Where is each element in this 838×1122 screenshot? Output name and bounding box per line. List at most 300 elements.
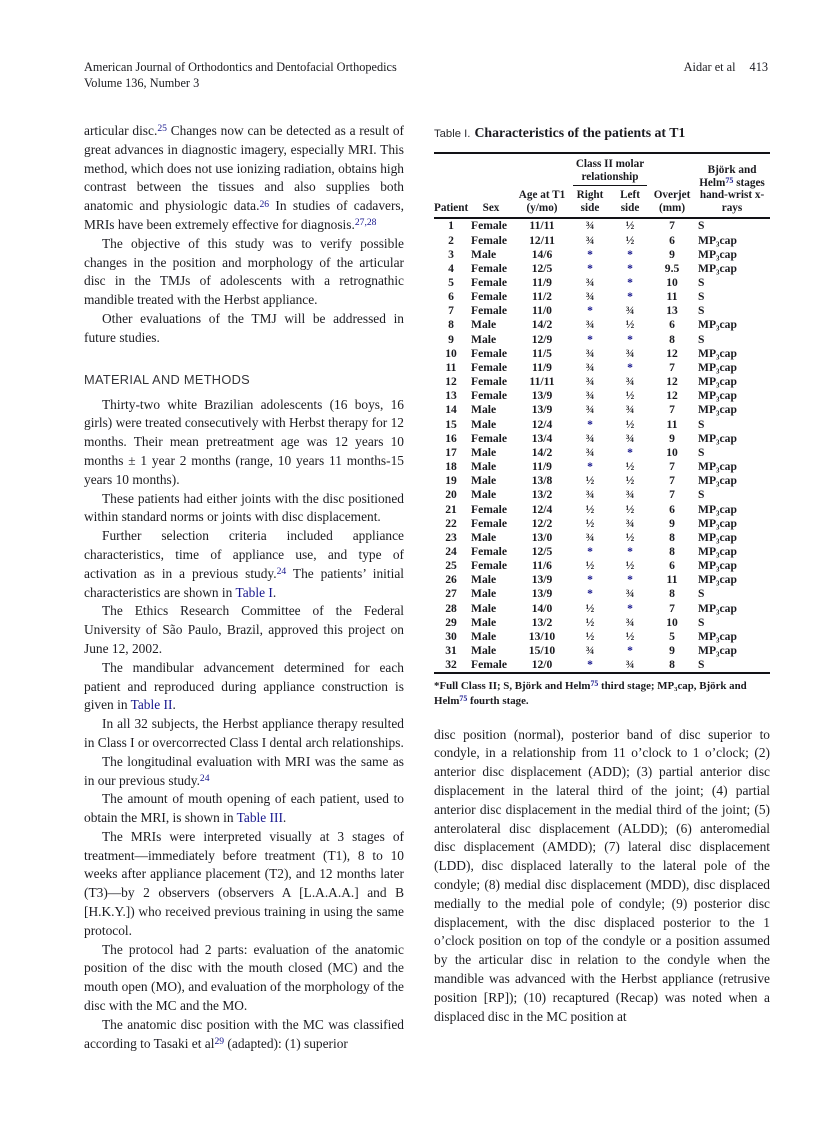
table-cell: ¾ (585, 375, 595, 389)
text-segment: Changes now can be detected as a result of great advances in diagnostic imagery, especially MRI. This method, which does not use ionizing radiation, obtains high contrast between the tissues and also supplies both anatomic and physiologic data. (84, 123, 404, 214)
table-cell: Female (471, 431, 508, 445)
table-cell: ¾ (625, 375, 635, 389)
table-cell: Male (471, 417, 497, 431)
text-segment: In all 32 subjects, the Herbst appliance therapy resulted in Class I or overcorrected Class I dental arch relationships. (84, 716, 404, 750)
table-cell: S (698, 219, 705, 233)
table-cell: 3 (448, 247, 454, 261)
table-row (434, 234, 770, 248)
text-segment: fourth stage. (467, 694, 529, 707)
table-cell: ¾ (585, 276, 595, 289)
table-cell: 10 (666, 276, 678, 289)
paragraph (84, 396, 404, 490)
table-cell: MP₃cap (698, 559, 737, 573)
table-row (434, 304, 770, 318)
table-cell: 11 (445, 360, 457, 374)
table-cell: Female (471, 304, 508, 318)
table-cell: 7 (669, 219, 675, 233)
reference-link[interactable]: 75 (590, 679, 599, 689)
page-header (84, 60, 768, 91)
table-cell: 26 (445, 573, 457, 587)
table-cell: S (698, 417, 705, 431)
table-caption (434, 124, 770, 142)
text-segment: . (172, 697, 176, 713)
table-row (434, 587, 770, 601)
table-cell: 6 (669, 318, 675, 332)
table-cell: ¾ (625, 615, 635, 629)
full-class2-asterisk: * (627, 276, 633, 289)
text-segment: disc position (normal), posterior band of disc superior to condyle, in a relationship from 11 o’clock to 1 o’clock; (2) anterior disc displacement (ADD); (3) partial anterior disc displacement in the lateral third of the joint; (4) partial anterior disc displacement in the medial third of the joint; (5) anterolateral disc displacement (ALDD); (6) anteromedial disc displacement (AMDD); (7) lateral disc displacement (LDD), disc displaced laterally to the lateral pole of the condyle; (8) medial disc displacement (MDD), disc displaced medially to the medial pole of condyle; (9) posterior disc displacement, with the disc displaced posterior to the 1 o’clock position on top of the condyle or a position assumed by the articular disc in relation to the condyle when the mandible was advanced with the Herbst appliance (retrusive position [RP]); (10) recaptured (Recap) was noted when a displaced disc in the MC position at (434, 726, 770, 1024)
table-cell: ½ (625, 559, 635, 573)
text-segment: The anatomic disc position with the MC was classified according to Tasaki et al (84, 1016, 404, 1051)
table-cell: 27 (445, 587, 457, 601)
reference-link[interactable]: 75 (725, 175, 734, 185)
table-cell: ¾ (625, 346, 635, 360)
table-cell: 13 (666, 304, 678, 318)
patients-table (434, 152, 770, 674)
table-cell: 13 (445, 389, 457, 403)
table-row (434, 545, 770, 559)
table-cell: ½ (585, 601, 595, 615)
table-cell: 9 (448, 332, 454, 346)
table-cell: 10 (666, 445, 678, 459)
table-cell: 11/5 (532, 346, 552, 360)
table-cell: 7 (448, 304, 454, 318)
table-cell: ¾ (625, 304, 635, 318)
table-row (434, 318, 770, 332)
table-cell: ½ (625, 629, 635, 643)
table-cell: Female (471, 346, 508, 360)
table-cell: Male (471, 644, 497, 658)
paragraph (434, 726, 770, 1027)
table-cell: Male (471, 573, 497, 587)
table-cell: 8 (448, 318, 454, 332)
text-segment: In studies of cadavers, MRIs have been extremely effective for diagnosis. (84, 198, 404, 232)
table-cell: 11/9 (532, 276, 552, 289)
table-cell: 30 (445, 629, 457, 643)
table-cell: 7 (669, 488, 675, 502)
table-cell: 9 (669, 247, 675, 261)
table-cell: 11/9 (532, 360, 552, 374)
table-cell: Female (471, 559, 508, 573)
table-cell: 12/5 (531, 544, 553, 558)
table-cell: 11 (666, 417, 678, 431)
table-cell: Male (471, 601, 497, 615)
table-cell: ¾ (585, 530, 595, 544)
table-cell: ¾ (625, 516, 635, 530)
table-cell: 9 (669, 516, 675, 530)
table-cell: 14/2 (531, 318, 553, 332)
table-row (434, 517, 770, 531)
table-cell: ¾ (585, 233, 595, 247)
table-row (434, 573, 770, 587)
table-row (434, 375, 770, 389)
text-segment: third stage; MP₃cap, Björk and Helm (434, 680, 747, 707)
volume-info: Volume 136, Number 3 (84, 75, 200, 90)
table-cell: ¾ (585, 219, 595, 233)
table-cell: Male (471, 318, 497, 332)
table-cell: 14/2 (531, 445, 553, 459)
table-row (434, 218, 770, 233)
table-cell: 13/9 (531, 389, 553, 403)
table-cell: 11/11 (529, 219, 555, 233)
table-cell: MP₃cap (698, 502, 737, 516)
table-row (434, 248, 770, 262)
table-row (434, 503, 770, 517)
table-row (434, 474, 770, 488)
table-cell: MP₃cap (698, 247, 737, 261)
table-cell: ¾ (585, 389, 595, 403)
table-cell: 14/0 (531, 601, 553, 615)
text-segment: The longitudinal evaluation with MRI was the same as in our previous study. (84, 753, 404, 788)
table-cell: Female (471, 233, 508, 247)
table-row (434, 446, 770, 460)
table-cell: 11/6 (532, 559, 552, 573)
table-cell: S (698, 290, 705, 304)
table-cell: 14/6 (531, 247, 553, 261)
table-cell: 11/9 (532, 460, 552, 474)
reference-link[interactable]: Table II (130, 697, 173, 713)
table-cell: S (698, 276, 705, 289)
table-cell: 23 (445, 530, 457, 544)
table-cell: ¾ (585, 318, 595, 332)
reference-link[interactable]: 24 (276, 566, 287, 578)
section-heading: MATERIAL AND METHODS (84, 371, 250, 387)
class2-group-label: Class II molar relationship (573, 158, 647, 186)
table-cell: ¾ (585, 360, 595, 374)
table-cell: 13/9 (531, 587, 553, 601)
paragraph (84, 790, 404, 828)
table-cell: MP₃cap (698, 360, 737, 374)
table-cell: 9 (669, 644, 675, 658)
col-header-patient: Patient (434, 201, 469, 214)
table-cell: 13/2 (531, 488, 553, 502)
table-cell: Male (471, 474, 497, 488)
table-cell: 25 (445, 559, 457, 573)
table-footnote (434, 679, 770, 708)
table-cell: 20 (445, 488, 457, 502)
table-cell: 8 (669, 658, 675, 672)
table-cell: Female (471, 658, 508, 672)
table-cell: 10 (445, 346, 457, 360)
table-cell: MP₃cap (698, 375, 737, 389)
table-row (434, 602, 770, 616)
table-row (434, 276, 770, 290)
table-cell: 31 (445, 644, 457, 658)
table-header (434, 153, 770, 218)
table-cell: 22 (445, 516, 457, 530)
table-row (434, 559, 770, 573)
paragraph (84, 602, 404, 658)
table-cell: 13/0 (531, 530, 553, 544)
table-cell: 5 (448, 276, 454, 289)
table-cell: ¾ (585, 644, 595, 658)
paragraph (84, 941, 404, 1016)
text-segment: (adapted): (1) superior (224, 1035, 348, 1051)
reference-link[interactable]: Table III (236, 810, 283, 826)
journal-header (84, 60, 397, 91)
table-cell: ¾ (625, 431, 635, 445)
running-head (684, 60, 768, 91)
table-cell: ½ (625, 389, 635, 403)
table-cell: ½ (625, 233, 635, 247)
table-cell: S (698, 304, 705, 318)
table-cell: Female (471, 389, 508, 403)
table-cell: 8 (669, 332, 675, 346)
table-cell: 11/11 (529, 375, 555, 389)
col-header-sex: Sex (482, 201, 500, 214)
table-cell: Male (471, 629, 497, 643)
reference-link[interactable]: 25 (157, 123, 167, 135)
left-column (84, 122, 404, 1053)
table-cell: 4 (448, 261, 454, 275)
table-cell: MP₃cap (698, 346, 737, 360)
reference-link[interactable]: 26 (259, 198, 270, 210)
table-cell: S (698, 587, 705, 601)
text-segment: . (272, 584, 277, 600)
table-cell: ½ (625, 417, 635, 431)
table-cell: ½ (625, 474, 635, 488)
table-cell: 12/0 (531, 658, 553, 672)
table-cell: Male (471, 488, 497, 502)
right-column (434, 122, 770, 1026)
table-cell: MP₃cap (698, 318, 737, 332)
table-cell: MP₃cap (698, 233, 737, 247)
full-class2-asterisk: * (627, 360, 633, 374)
table-cell: 24 (445, 544, 457, 558)
paragraph (84, 490, 404, 528)
table-cell: 7 (669, 601, 675, 615)
table-cell: Male (471, 587, 497, 601)
table-cell: Male (471, 332, 497, 346)
table-cell: 18 (445, 460, 457, 474)
text-segment: Björk and Helm (699, 164, 757, 189)
table-cell: Female (471, 360, 508, 374)
table-cell: Male (471, 445, 497, 459)
paragraph (84, 753, 404, 791)
table-cell: 19 (445, 474, 457, 488)
table-row (434, 616, 770, 630)
reference-link[interactable]: 24 (199, 772, 210, 784)
col-header-stage (694, 153, 770, 218)
table-cell: 9.5 (664, 261, 680, 275)
text-segment: The amount of mouth opening of each patient, used to obtain the MRI, is shown in (84, 791, 404, 826)
table-cell: 12/9 (531, 332, 553, 346)
table-cell: MP₃cap (698, 601, 737, 615)
table-row (434, 361, 770, 375)
full-class2-asterisk: * (627, 332, 633, 346)
table-row (434, 460, 770, 474)
table-cell: ½ (585, 502, 595, 516)
table-cell: 15/10 (528, 644, 556, 658)
full-class2-asterisk: * (587, 304, 593, 318)
table-cell: 29 (445, 615, 457, 629)
text-segment: The objective of this study was to verify possible changes in the position and morphology of the articular disc in the TMJs of adolescents with a retrognathic mandible treated with the Herbst appliance. (84, 235, 404, 308)
table-cell: Female (471, 375, 508, 389)
full-class2-asterisk: * (627, 644, 633, 658)
author-running-head: Aidar et al (683, 60, 736, 74)
table-cell: MP₃cap (698, 629, 737, 643)
table-row (434, 347, 770, 361)
text-segment: The mandibular advancement determined for each patient and reproduced during appliance construction is given in (84, 659, 404, 713)
col-header-class2-group (570, 153, 650, 218)
table-cell: 13/10 (528, 629, 556, 643)
table-cell: Male (471, 530, 497, 544)
table-cell: ¾ (625, 658, 635, 672)
paragraph (84, 235, 404, 310)
reference-link[interactable]: Table I (235, 584, 273, 600)
table-cell: 12/2 (531, 516, 553, 530)
full-class2-asterisk: * (587, 247, 593, 261)
full-class2-asterisk: * (627, 544, 633, 558)
table-cell: 12 (666, 389, 678, 403)
table-cell: ¾ (585, 403, 595, 417)
table-cell: 7 (669, 474, 675, 488)
table-cell: MP₃cap (698, 403, 737, 417)
table-cell: 16 (445, 431, 457, 445)
table-cell: 12 (445, 375, 457, 389)
table-cell: ½ (585, 516, 595, 530)
table-row (434, 262, 770, 276)
table-cell: S (698, 332, 705, 346)
col-header-right-side: Right side (576, 189, 604, 214)
table-cell: 7 (669, 360, 675, 374)
table-cell: Female (471, 290, 508, 304)
table-cell: Female (471, 544, 508, 558)
table-cell: ½ (585, 559, 595, 573)
table-cell: 11 (666, 290, 678, 304)
table-cell: 21 (445, 502, 457, 516)
table-cell: ¾ (625, 488, 635, 502)
table-cell: 12 (666, 346, 678, 360)
full-class2-asterisk: * (587, 332, 593, 346)
col-header-left-side: Left side (620, 189, 640, 214)
table-cell: Male (471, 247, 497, 261)
table-cell: MP₃cap (698, 261, 737, 275)
text-segment: stages hand-wrist x-rays (699, 176, 765, 214)
table-body (434, 218, 770, 673)
table-row (434, 658, 770, 673)
reference-link[interactable]: 75 (459, 694, 468, 703)
table-cell: 6 (669, 233, 675, 247)
table-row (434, 290, 770, 304)
col-header-overjet: Overjet (mm) (653, 189, 691, 214)
full-class2-asterisk: * (627, 290, 633, 304)
table-cell: 8 (669, 544, 675, 558)
table-row (434, 630, 770, 644)
table-cell: S (698, 488, 705, 502)
full-class2-asterisk: * (587, 658, 593, 672)
table-cell: 12/5 (531, 261, 553, 275)
full-class2-asterisk: * (627, 573, 633, 587)
table-cell: ¾ (585, 445, 595, 459)
table-row (434, 644, 770, 658)
full-class2-asterisk: * (627, 601, 633, 615)
table-cell: 11/0 (532, 304, 552, 318)
table-cell: ¾ (585, 488, 595, 502)
full-class2-asterisk: * (587, 544, 593, 558)
table-cell: ¾ (585, 346, 595, 360)
table-cell: 7 (669, 460, 675, 474)
text-segment: The MRIs were interpreted visually at 3 stages of treatment—immediately before treatment (T1), 8 to 10 weeks after appliance placement (T2), and 12 months later (T3)—by 2 observers (observers A [L.A.A.A.] and B [H.K.Y.]) who received previous training in using the same protocol. (84, 828, 404, 938)
table-cell: MP₃cap (698, 544, 737, 558)
table-cell: MP₃cap (698, 530, 737, 544)
table-cell: 14 (445, 403, 457, 417)
reference-link[interactable]: 29 (214, 1036, 225, 1047)
table-cell: ½ (625, 502, 635, 516)
table-cell: 12/4 (531, 502, 553, 516)
text-segment: Further selection criteria included appliance characteristics, time of appliance use, and type of activation as in a previous study. (84, 528, 404, 581)
full-class2-asterisk: * (587, 587, 593, 601)
table-cell: ½ (585, 615, 595, 629)
table-cell: Male (471, 403, 497, 417)
table-cell: MP₃cap (698, 516, 737, 530)
reference-link[interactable]: 27,28 (354, 217, 377, 229)
table-cell: MP₃cap (698, 431, 737, 445)
table-cell: Female (471, 516, 508, 530)
table-row (434, 432, 770, 446)
paragraph (84, 659, 404, 715)
table-cell: 13/2 (531, 615, 553, 629)
table-cell: MP₃cap (698, 573, 737, 587)
table-cell: 2 (448, 233, 454, 247)
table-cell: 1 (448, 219, 454, 233)
text-segment: Other evaluations of the TMJ will be addressed in future studies. (84, 310, 404, 345)
table-cell: Male (471, 460, 497, 474)
table-cell: ½ (625, 530, 635, 544)
table-cell: 12 (666, 375, 678, 389)
table-cell: 13/4 (531, 431, 553, 445)
table-cell: Female (471, 276, 508, 289)
text-segment: articular disc. (84, 123, 158, 138)
table-cell: 5 (669, 629, 675, 643)
table-cell: 11/2 (532, 290, 552, 304)
table-cell: 8 (669, 587, 675, 601)
text-segment: The protocol had 2 parts: evaluation of the anatomic position of the disc with the mouth closed (MC) and the mouth open (MO), and evaluation of the morphology of the disc with the MC and the MO. (84, 941, 404, 1014)
table-cell: MP₃cap (698, 474, 737, 488)
table-cell: ¾ (625, 587, 635, 601)
table-cell: S (698, 615, 705, 629)
table-cell: MP₃cap (698, 460, 737, 474)
table-cell: 6 (669, 502, 675, 516)
table-cell: ½ (625, 219, 635, 233)
full-class2-asterisk: * (587, 261, 593, 275)
table-cell: ¾ (625, 403, 635, 417)
page-number: 413 (749, 60, 768, 74)
table-cell: MP₃cap (698, 389, 737, 403)
table-cell: Female (471, 502, 508, 516)
table-row (434, 333, 770, 347)
text-segment: Thirty-two white Brazilian adolescents (16 boys, 16 girls) were treated consecutively with Herbst therapy for 12 months. Their mean pretreatment age was 12 years 10 months ± 1 year 2 months (range, 10 years 11 months-15 years 10 months). (84, 396, 404, 487)
table-cell: ½ (625, 318, 635, 332)
table-cell: 6 (448, 290, 454, 304)
table-cell: 13/9 (531, 573, 553, 587)
full-class2-asterisk: * (627, 247, 633, 261)
paragraph (84, 828, 404, 941)
table-row (434, 418, 770, 432)
text-segment: . (282, 810, 287, 826)
table-cell: 11 (666, 573, 678, 587)
table-cell: Female (471, 219, 508, 233)
table-cell: 12/4 (531, 417, 553, 431)
table-cell: 15 (445, 417, 457, 431)
table-cell: 28 (445, 601, 457, 615)
table-cell: 32 (445, 658, 457, 672)
table-label: Table I. (434, 128, 471, 140)
paragraph (84, 310, 404, 348)
table-row (434, 389, 770, 403)
table-cell: ½ (625, 460, 635, 474)
full-class2-asterisk: * (587, 573, 593, 587)
